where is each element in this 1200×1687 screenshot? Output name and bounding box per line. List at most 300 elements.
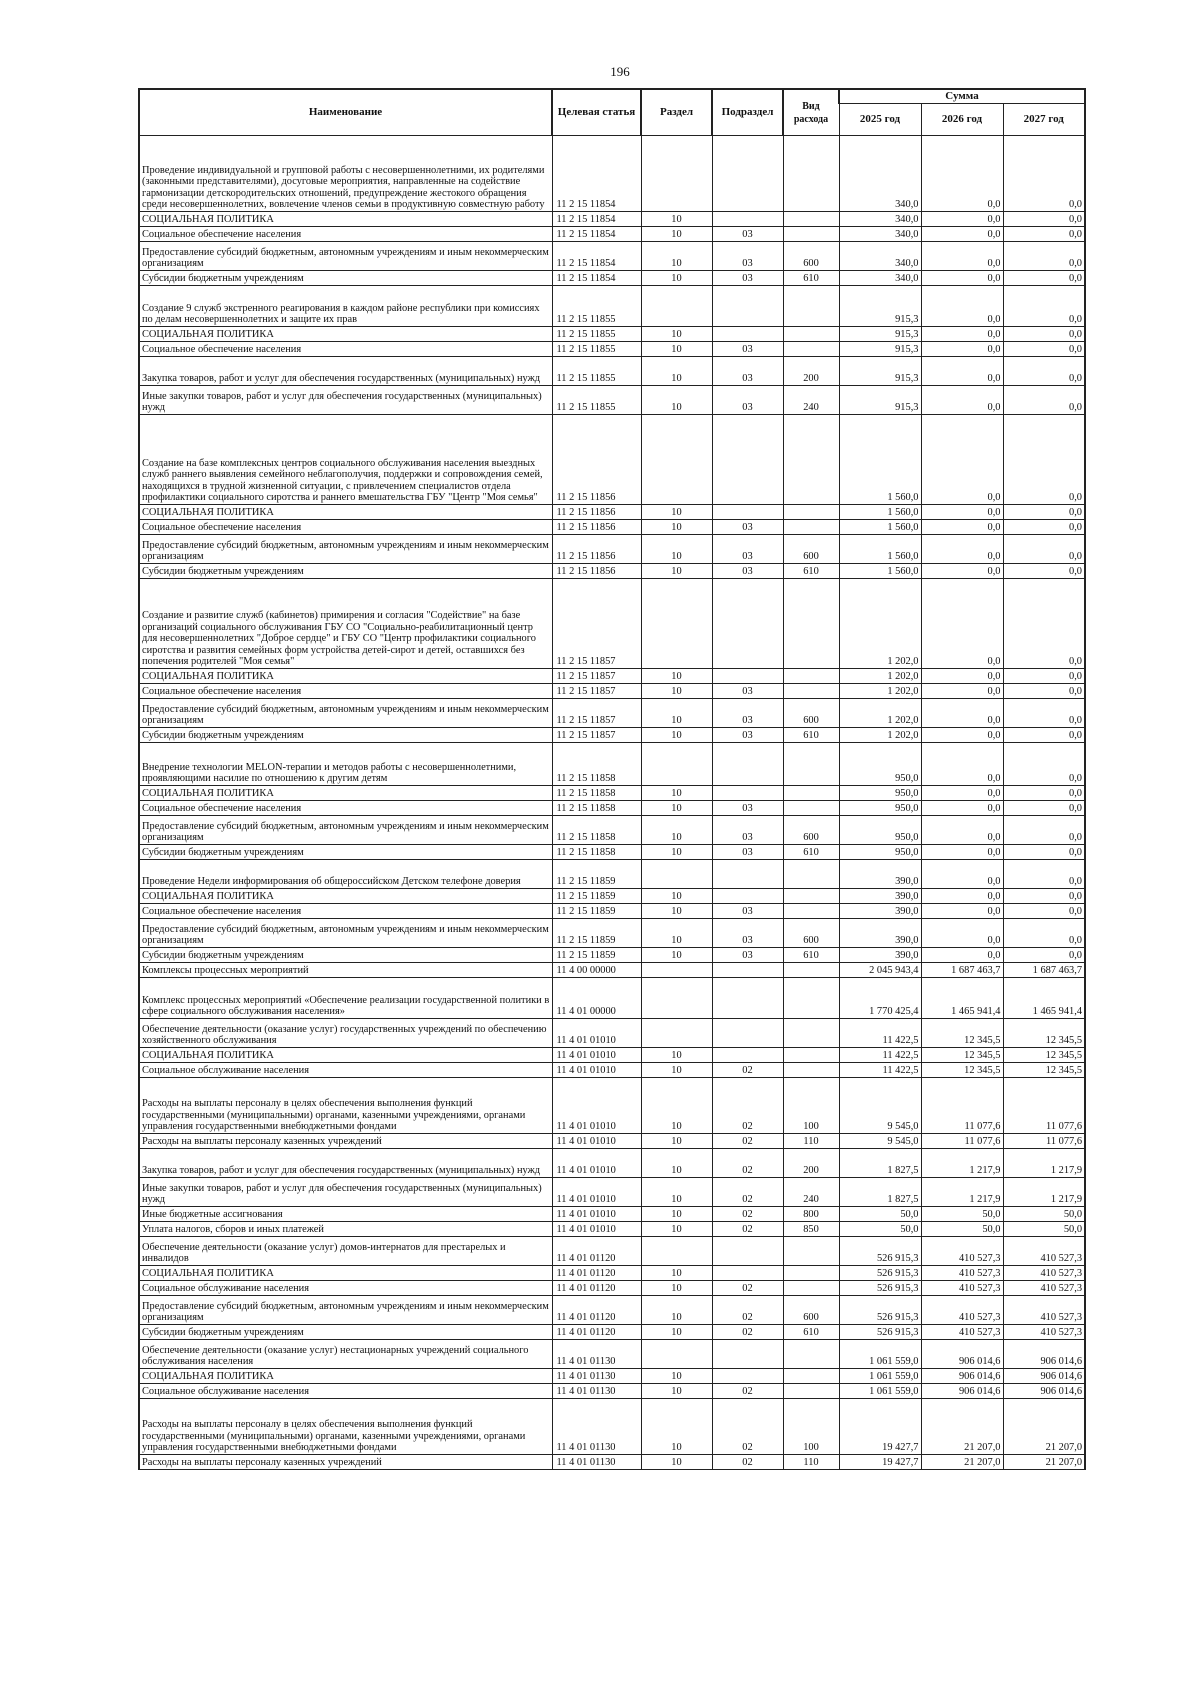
row-section [641, 136, 712, 212]
row-subsection [712, 1340, 783, 1369]
row-target: 11 4 01 01010 [552, 1207, 641, 1222]
row-target: 11 4 01 01120 [552, 1281, 641, 1296]
row-2026: 0,0 [921, 948, 1003, 963]
table-row [139, 535, 1085, 564]
row-section: 10 [641, 1222, 712, 1237]
row-section: 10 [641, 227, 712, 242]
row-2027: 410 527,3 [1003, 1266, 1085, 1281]
row-target: 11 4 01 01010 [552, 1134, 641, 1149]
row-target: 11 4 01 00000 [552, 978, 641, 1019]
row-2026: 21 207,0 [921, 1399, 1003, 1455]
row-subsection [712, 1019, 783, 1048]
row-name: СОЦИАЛЬНАЯ ПОЛИТИКА [139, 786, 552, 801]
row-2025: 915,3 [839, 342, 921, 357]
header-target: Целевая статья [552, 89, 641, 136]
row-2027: 0,0 [1003, 728, 1085, 743]
row-name: СОЦИАЛЬНАЯ ПОЛИТИКА [139, 669, 552, 684]
row-2025: 526 915,3 [839, 1237, 921, 1266]
row-2025: 50,0 [839, 1222, 921, 1237]
row-2027: 0,0 [1003, 919, 1085, 948]
row-2025: 1 770 425,4 [839, 978, 921, 1019]
row-2026: 0,0 [921, 786, 1003, 801]
row-2027: 0,0 [1003, 227, 1085, 242]
row-section: 10 [641, 212, 712, 227]
row-2025: 390,0 [839, 860, 921, 889]
row-section: 10 [641, 1063, 712, 1078]
row-2027: 906 014,6 [1003, 1384, 1085, 1399]
row-expense-type [783, 286, 839, 327]
row-section: 10 [641, 271, 712, 286]
table-row [139, 520, 1085, 535]
row-section [641, 743, 712, 786]
row-2026: 906 014,6 [921, 1384, 1003, 1399]
table-row [139, 1281, 1085, 1296]
table-row [139, 564, 1085, 579]
row-subsection [712, 1369, 783, 1384]
row-name: Создание и развитие служб (кабинетов) примирения и согласия "Содействие" на базе организаций социального обслуживания ГБУ СО "Социально-реабилитационный центр для несовершеннолетних "Доброе сердце" и ГБУ СО "Центр профилактики социального сиротства и развития семейных форм устройства детей-сирот и детей, оставшихся без попечения родителей "Моя семья" [139, 579, 552, 669]
row-target: 11 2 15 11857 [552, 669, 641, 684]
row-2025: 1 560,0 [839, 564, 921, 579]
row-name: Субсидии бюджетным учреждениям [139, 564, 552, 579]
row-subsection [712, 669, 783, 684]
table-row [139, 505, 1085, 520]
row-2026: 0,0 [921, 669, 1003, 684]
row-2025: 11 422,5 [839, 1019, 921, 1048]
row-name: Социальное обеспечение населения [139, 684, 552, 699]
row-2026: 410 527,3 [921, 1325, 1003, 1340]
row-subsection: 03 [712, 227, 783, 242]
row-target: 11 4 01 01010 [552, 1178, 641, 1207]
row-name: СОЦИАЛЬНАЯ ПОЛИТИКА [139, 889, 552, 904]
row-2027: 410 527,3 [1003, 1237, 1085, 1266]
row-target: 11 2 15 11859 [552, 919, 641, 948]
row-section: 10 [641, 520, 712, 535]
row-section [641, 963, 712, 978]
row-subsection: 03 [712, 845, 783, 860]
row-section: 10 [641, 1369, 712, 1384]
row-2026: 0,0 [921, 505, 1003, 520]
row-2026: 0,0 [921, 816, 1003, 845]
row-2027: 0,0 [1003, 357, 1085, 386]
row-2027: 21 207,0 [1003, 1455, 1085, 1470]
row-2026: 0,0 [921, 860, 1003, 889]
row-2027: 11 077,6 [1003, 1078, 1085, 1134]
row-subsection: 03 [712, 271, 783, 286]
row-2026: 0,0 [921, 684, 1003, 699]
row-2026: 0,0 [921, 801, 1003, 816]
row-2027: 410 527,3 [1003, 1325, 1085, 1340]
row-subsection: 03 [712, 520, 783, 535]
row-section: 10 [641, 386, 712, 415]
table-row [139, 1178, 1085, 1207]
row-name: Субсидии бюджетным учреждениям [139, 728, 552, 743]
row-name: Создание на базе комплексных центров социального обслуживания населения выездных служб раннего выявления семейного неблагополучия, поддержки и сопровождения семей, находящихся в трудной жизненной ситуации, с привлечением специалистов отдела профилактики социального сиротства и раннего вмешательства ГБУ "Центр "Моя семья" [139, 415, 552, 505]
row-target: 11 2 15 11858 [552, 845, 641, 860]
row-2027: 0,0 [1003, 816, 1085, 845]
row-name: Расходы на выплаты персоналу казенных учреждений [139, 1455, 552, 1470]
row-expense-type [783, 1237, 839, 1266]
row-2025: 1 202,0 [839, 669, 921, 684]
row-2027: 0,0 [1003, 212, 1085, 227]
row-subsection: 02 [712, 1455, 783, 1470]
row-2026: 906 014,6 [921, 1369, 1003, 1384]
row-expense-type [783, 1384, 839, 1399]
row-target: 11 2 15 11859 [552, 860, 641, 889]
row-2026: 0,0 [921, 286, 1003, 327]
row-2025: 915,3 [839, 327, 921, 342]
row-name: Предоставление субсидий бюджетным, автономным учреждениям и иным некоммерческим организациям [139, 535, 552, 564]
row-section: 10 [641, 1325, 712, 1340]
row-section: 10 [641, 816, 712, 845]
row-name: Создание 9 служб экстренного реагирования в каждом районе республики при комиссиях по делам несовершеннолетних и защите их прав [139, 286, 552, 327]
row-2025: 50,0 [839, 1207, 921, 1222]
row-subsection: 02 [712, 1149, 783, 1178]
row-2025: 1 202,0 [839, 684, 921, 699]
row-subsection [712, 963, 783, 978]
row-2025: 11 422,5 [839, 1048, 921, 1063]
table-row [139, 1207, 1085, 1222]
row-subsection: 02 [712, 1296, 783, 1325]
table-row [139, 1384, 1085, 1399]
row-expense-type [783, 327, 839, 342]
row-expense-type [783, 904, 839, 919]
row-2026: 0,0 [921, 136, 1003, 212]
header-2026: 2026 год [921, 104, 1003, 136]
row-expense-type: 610 [783, 845, 839, 860]
row-name: Проведение индивидуальной и групповой работы с несовершеннолетними, их родителями (законными представителями), досуговые мероприятия, направленные на содействие гармонизации детскородительских отношений, предупреждение жестокого обращения среди несовершеннолетних, вовлечение членов семьи в продуктивную совместную работу [139, 136, 552, 212]
row-name: Обеспечение деятельности (оказание услуг) нестационарных учреждений социального обслуживания населения [139, 1340, 552, 1369]
row-2026: 12 345,5 [921, 1048, 1003, 1063]
row-2027: 0,0 [1003, 699, 1085, 728]
row-2026: 0,0 [921, 699, 1003, 728]
row-section: 10 [641, 801, 712, 816]
row-2026: 0,0 [921, 845, 1003, 860]
row-2025: 526 915,3 [839, 1296, 921, 1325]
row-target: 11 4 01 01130 [552, 1369, 641, 1384]
row-2027: 0,0 [1003, 786, 1085, 801]
row-name: Расходы на выплаты персоналу в целях обеспечения выполнения функций государственными (муниципальными) органами, казенными учреждениями, органами управления государственными внебюджетными фондами [139, 1399, 552, 1455]
row-expense-type [783, 786, 839, 801]
row-target: 11 2 15 11855 [552, 327, 641, 342]
row-2026: 0,0 [921, 520, 1003, 535]
row-name: Расходы на выплаты персоналу в целях обеспечения выполнения функций государственными (муниципальными) органами, казенными учреждениями, органами управления государственными внебюджетными фондами [139, 1078, 552, 1134]
row-name: Социальное обеспечение населения [139, 227, 552, 242]
table-body [139, 136, 1085, 1470]
table-row [139, 327, 1085, 342]
row-2025: 340,0 [839, 271, 921, 286]
row-2025: 19 427,7 [839, 1455, 921, 1470]
table-row [139, 212, 1085, 227]
row-subsection: 03 [712, 919, 783, 948]
row-target: 11 2 15 11857 [552, 728, 641, 743]
row-name: Предоставление субсидий бюджетным, автономным учреждениям и иным некоммерческим организациям [139, 242, 552, 271]
row-2025: 390,0 [839, 904, 921, 919]
row-2027: 0,0 [1003, 271, 1085, 286]
row-expense-type [783, 505, 839, 520]
row-name: Иные закупки товаров, работ и услуг для обеспечения государственных (муниципальных) нужд [139, 386, 552, 415]
row-target: 11 4 01 01130 [552, 1384, 641, 1399]
row-target: 11 4 01 01130 [552, 1455, 641, 1470]
row-2026: 11 077,6 [921, 1078, 1003, 1134]
row-2026: 1 217,9 [921, 1178, 1003, 1207]
row-expense-type: 600 [783, 535, 839, 564]
row-section: 10 [641, 1078, 712, 1134]
row-expense-type: 100 [783, 1078, 839, 1134]
row-2025: 950,0 [839, 816, 921, 845]
row-section: 10 [641, 1399, 712, 1455]
row-subsection [712, 212, 783, 227]
table-row [139, 1063, 1085, 1078]
table-row [139, 669, 1085, 684]
row-section [641, 1340, 712, 1369]
row-section: 10 [641, 919, 712, 948]
row-subsection: 02 [712, 1063, 783, 1078]
row-2025: 1 560,0 [839, 535, 921, 564]
row-expense-type: 200 [783, 357, 839, 386]
row-target: 11 4 01 01010 [552, 1048, 641, 1063]
row-2027: 906 014,6 [1003, 1369, 1085, 1384]
row-target: 11 2 15 11856 [552, 520, 641, 535]
row-expense-type [783, 743, 839, 786]
row-expense-type: 240 [783, 1178, 839, 1207]
row-section: 10 [641, 1048, 712, 1063]
row-subsection: 03 [712, 728, 783, 743]
header-section: Раздел [641, 89, 712, 136]
row-2026: 0,0 [921, 564, 1003, 579]
row-subsection [712, 1237, 783, 1266]
row-target: 11 2 15 11858 [552, 743, 641, 786]
row-expense-type [783, 342, 839, 357]
row-2025: 340,0 [839, 242, 921, 271]
row-2027: 0,0 [1003, 505, 1085, 520]
row-target: 11 2 15 11855 [552, 342, 641, 357]
row-2026: 0,0 [921, 535, 1003, 564]
row-2025: 9 545,0 [839, 1078, 921, 1134]
row-name: СОЦИАЛЬНАЯ ПОЛИТИКА [139, 1048, 552, 1063]
row-target: 11 4 01 01010 [552, 1222, 641, 1237]
row-2025: 1 061 559,0 [839, 1384, 921, 1399]
row-target: 11 2 15 11857 [552, 684, 641, 699]
row-subsection: 02 [712, 1207, 783, 1222]
row-subsection [712, 1266, 783, 1281]
row-2026: 12 345,5 [921, 1063, 1003, 1078]
row-target: 11 2 15 11859 [552, 948, 641, 963]
row-section: 10 [641, 728, 712, 743]
table-row [139, 1222, 1085, 1237]
row-target: 11 2 15 11854 [552, 212, 641, 227]
row-expense-type [783, 227, 839, 242]
row-subsection: 02 [712, 1325, 783, 1340]
row-expense-type: 600 [783, 242, 839, 271]
row-2025: 1 202,0 [839, 579, 921, 669]
table-row [139, 1078, 1085, 1134]
row-2025: 950,0 [839, 801, 921, 816]
table-row [139, 978, 1085, 1019]
row-target: 11 2 15 11856 [552, 415, 641, 505]
row-2027: 0,0 [1003, 136, 1085, 212]
table-row [139, 919, 1085, 948]
row-expense-type [783, 520, 839, 535]
row-target: 11 4 00 00000 [552, 963, 641, 978]
row-2026: 0,0 [921, 415, 1003, 505]
row-2025: 340,0 [839, 136, 921, 212]
row-2025: 340,0 [839, 212, 921, 227]
row-target: 11 2 15 11857 [552, 579, 641, 669]
row-subsection [712, 743, 783, 786]
row-2027: 1 465 941,4 [1003, 978, 1085, 1019]
row-subsection: 03 [712, 386, 783, 415]
row-target: 11 2 15 11854 [552, 271, 641, 286]
row-section: 10 [641, 1296, 712, 1325]
row-subsection: 03 [712, 357, 783, 386]
row-expense-type: 610 [783, 564, 839, 579]
row-2027: 50,0 [1003, 1207, 1085, 1222]
row-name: СОЦИАЛЬНАЯ ПОЛИТИКА [139, 212, 552, 227]
row-name: Предоставление субсидий бюджетным, автономным учреждениям и иным некоммерческим организациям [139, 919, 552, 948]
row-2027: 0,0 [1003, 845, 1085, 860]
row-expense-type [783, 978, 839, 1019]
row-name: Предоставление субсидий бюджетным, автономным учреждениям и иным некоммерческим организациям [139, 816, 552, 845]
row-2027: 0,0 [1003, 743, 1085, 786]
row-name: Социальное обслуживание населения [139, 1063, 552, 1078]
row-name: СОЦИАЛЬНАЯ ПОЛИТИКА [139, 327, 552, 342]
row-2025: 950,0 [839, 743, 921, 786]
row-expense-type [783, 579, 839, 669]
table-row [139, 743, 1085, 786]
row-subsection: 02 [712, 1134, 783, 1149]
row-expense-type [783, 963, 839, 978]
row-target: 11 4 01 01130 [552, 1399, 641, 1455]
row-2027: 0,0 [1003, 327, 1085, 342]
row-2025: 1 827,5 [839, 1178, 921, 1207]
row-2027: 0,0 [1003, 520, 1085, 535]
row-section: 10 [641, 357, 712, 386]
row-2027: 0,0 [1003, 342, 1085, 357]
row-target: 11 2 15 11858 [552, 816, 641, 845]
row-2025: 526 915,3 [839, 1281, 921, 1296]
row-name: Субсидии бюджетным учреждениям [139, 948, 552, 963]
row-2026: 906 014,6 [921, 1340, 1003, 1369]
row-expense-type: 600 [783, 1296, 839, 1325]
row-2025: 390,0 [839, 919, 921, 948]
row-expense-type [783, 1063, 839, 1078]
table-row [139, 1149, 1085, 1178]
row-section: 10 [641, 342, 712, 357]
row-target: 11 4 01 01010 [552, 1149, 641, 1178]
row-2026: 0,0 [921, 327, 1003, 342]
row-expense-type [783, 1369, 839, 1384]
row-name: Социальное обеспечение населения [139, 801, 552, 816]
row-2025: 915,3 [839, 286, 921, 327]
table-row [139, 1296, 1085, 1325]
row-2027: 0,0 [1003, 386, 1085, 415]
row-2026: 0,0 [921, 212, 1003, 227]
row-2027: 0,0 [1003, 889, 1085, 904]
table-row [139, 860, 1085, 889]
row-target: 11 2 15 11856 [552, 505, 641, 520]
budget-table [138, 88, 1086, 1470]
row-2027: 0,0 [1003, 242, 1085, 271]
row-expense-type: 610 [783, 728, 839, 743]
row-target: 11 4 01 01010 [552, 1063, 641, 1078]
page-number: 196 [610, 64, 630, 79]
row-section: 10 [641, 505, 712, 520]
row-expense-type: 800 [783, 1207, 839, 1222]
row-target: 11 2 15 11855 [552, 386, 641, 415]
row-section: 10 [641, 564, 712, 579]
header-2025: 2025 год [839, 104, 921, 136]
row-name: Социальное обеспечение населения [139, 904, 552, 919]
row-subsection: 03 [712, 564, 783, 579]
row-target: 11 2 15 11856 [552, 564, 641, 579]
row-name: Обеспечение деятельности (оказание услуг) государственных учреждений по обеспечению хозяйственного обслуживания [139, 1019, 552, 1048]
row-target: 11 2 15 11859 [552, 904, 641, 919]
row-2026: 0,0 [921, 342, 1003, 357]
row-2027: 12 345,5 [1003, 1048, 1085, 1063]
row-2026: 0,0 [921, 271, 1003, 286]
row-2026: 11 077,6 [921, 1134, 1003, 1149]
row-2026: 0,0 [921, 889, 1003, 904]
row-2027: 0,0 [1003, 286, 1085, 327]
row-expense-type [783, 889, 839, 904]
row-2025: 915,3 [839, 357, 921, 386]
row-section: 10 [641, 948, 712, 963]
table-row [139, 1340, 1085, 1369]
row-expense-type [783, 1019, 839, 1048]
row-expense-type: 600 [783, 816, 839, 845]
row-2027: 0,0 [1003, 684, 1085, 699]
row-target: 11 2 15 11858 [552, 786, 641, 801]
row-name: Субсидии бюджетным учреждениям [139, 1325, 552, 1340]
row-2025: 11 422,5 [839, 1063, 921, 1078]
table-row [139, 386, 1085, 415]
row-name: Уплата налогов, сборов и иных платежей [139, 1222, 552, 1237]
row-name: Проведение Недели информирования об общероссийском Детском телефоне доверия [139, 860, 552, 889]
row-target: 11 2 15 11855 [552, 357, 641, 386]
row-2025: 915,3 [839, 386, 921, 415]
table-row [139, 845, 1085, 860]
table-row [139, 904, 1085, 919]
table-row [139, 786, 1085, 801]
row-2026: 1 217,9 [921, 1149, 1003, 1178]
row-subsection: 03 [712, 904, 783, 919]
row-expense-type: 240 [783, 386, 839, 415]
row-2025: 950,0 [839, 845, 921, 860]
row-name: Иные бюджетные ассигнования [139, 1207, 552, 1222]
row-name: Внедрение технологии MELON-терапии и методов работы с несовершеннолетними, проявляющими насилие по отношению к другим детям [139, 743, 552, 786]
table-row [139, 684, 1085, 699]
row-subsection: 02 [712, 1178, 783, 1207]
row-2026: 0,0 [921, 242, 1003, 271]
table-row [139, 1266, 1085, 1281]
row-name: Иные закупки товаров, работ и услуг для обеспечения государственных (муниципальных) нужд [139, 1178, 552, 1207]
row-2027: 12 345,5 [1003, 1019, 1085, 1048]
table-row [139, 242, 1085, 271]
row-target: 11 2 15 11857 [552, 699, 641, 728]
row-section [641, 1237, 712, 1266]
row-2025: 1 061 559,0 [839, 1369, 921, 1384]
row-section: 10 [641, 669, 712, 684]
row-expense-type [783, 415, 839, 505]
row-2027: 0,0 [1003, 579, 1085, 669]
row-expense-type [783, 669, 839, 684]
row-section [641, 415, 712, 505]
row-expense-type [783, 1340, 839, 1369]
row-expense-type: 110 [783, 1455, 839, 1470]
row-2027: 0,0 [1003, 801, 1085, 816]
table-row [139, 342, 1085, 357]
row-2026: 0,0 [921, 743, 1003, 786]
